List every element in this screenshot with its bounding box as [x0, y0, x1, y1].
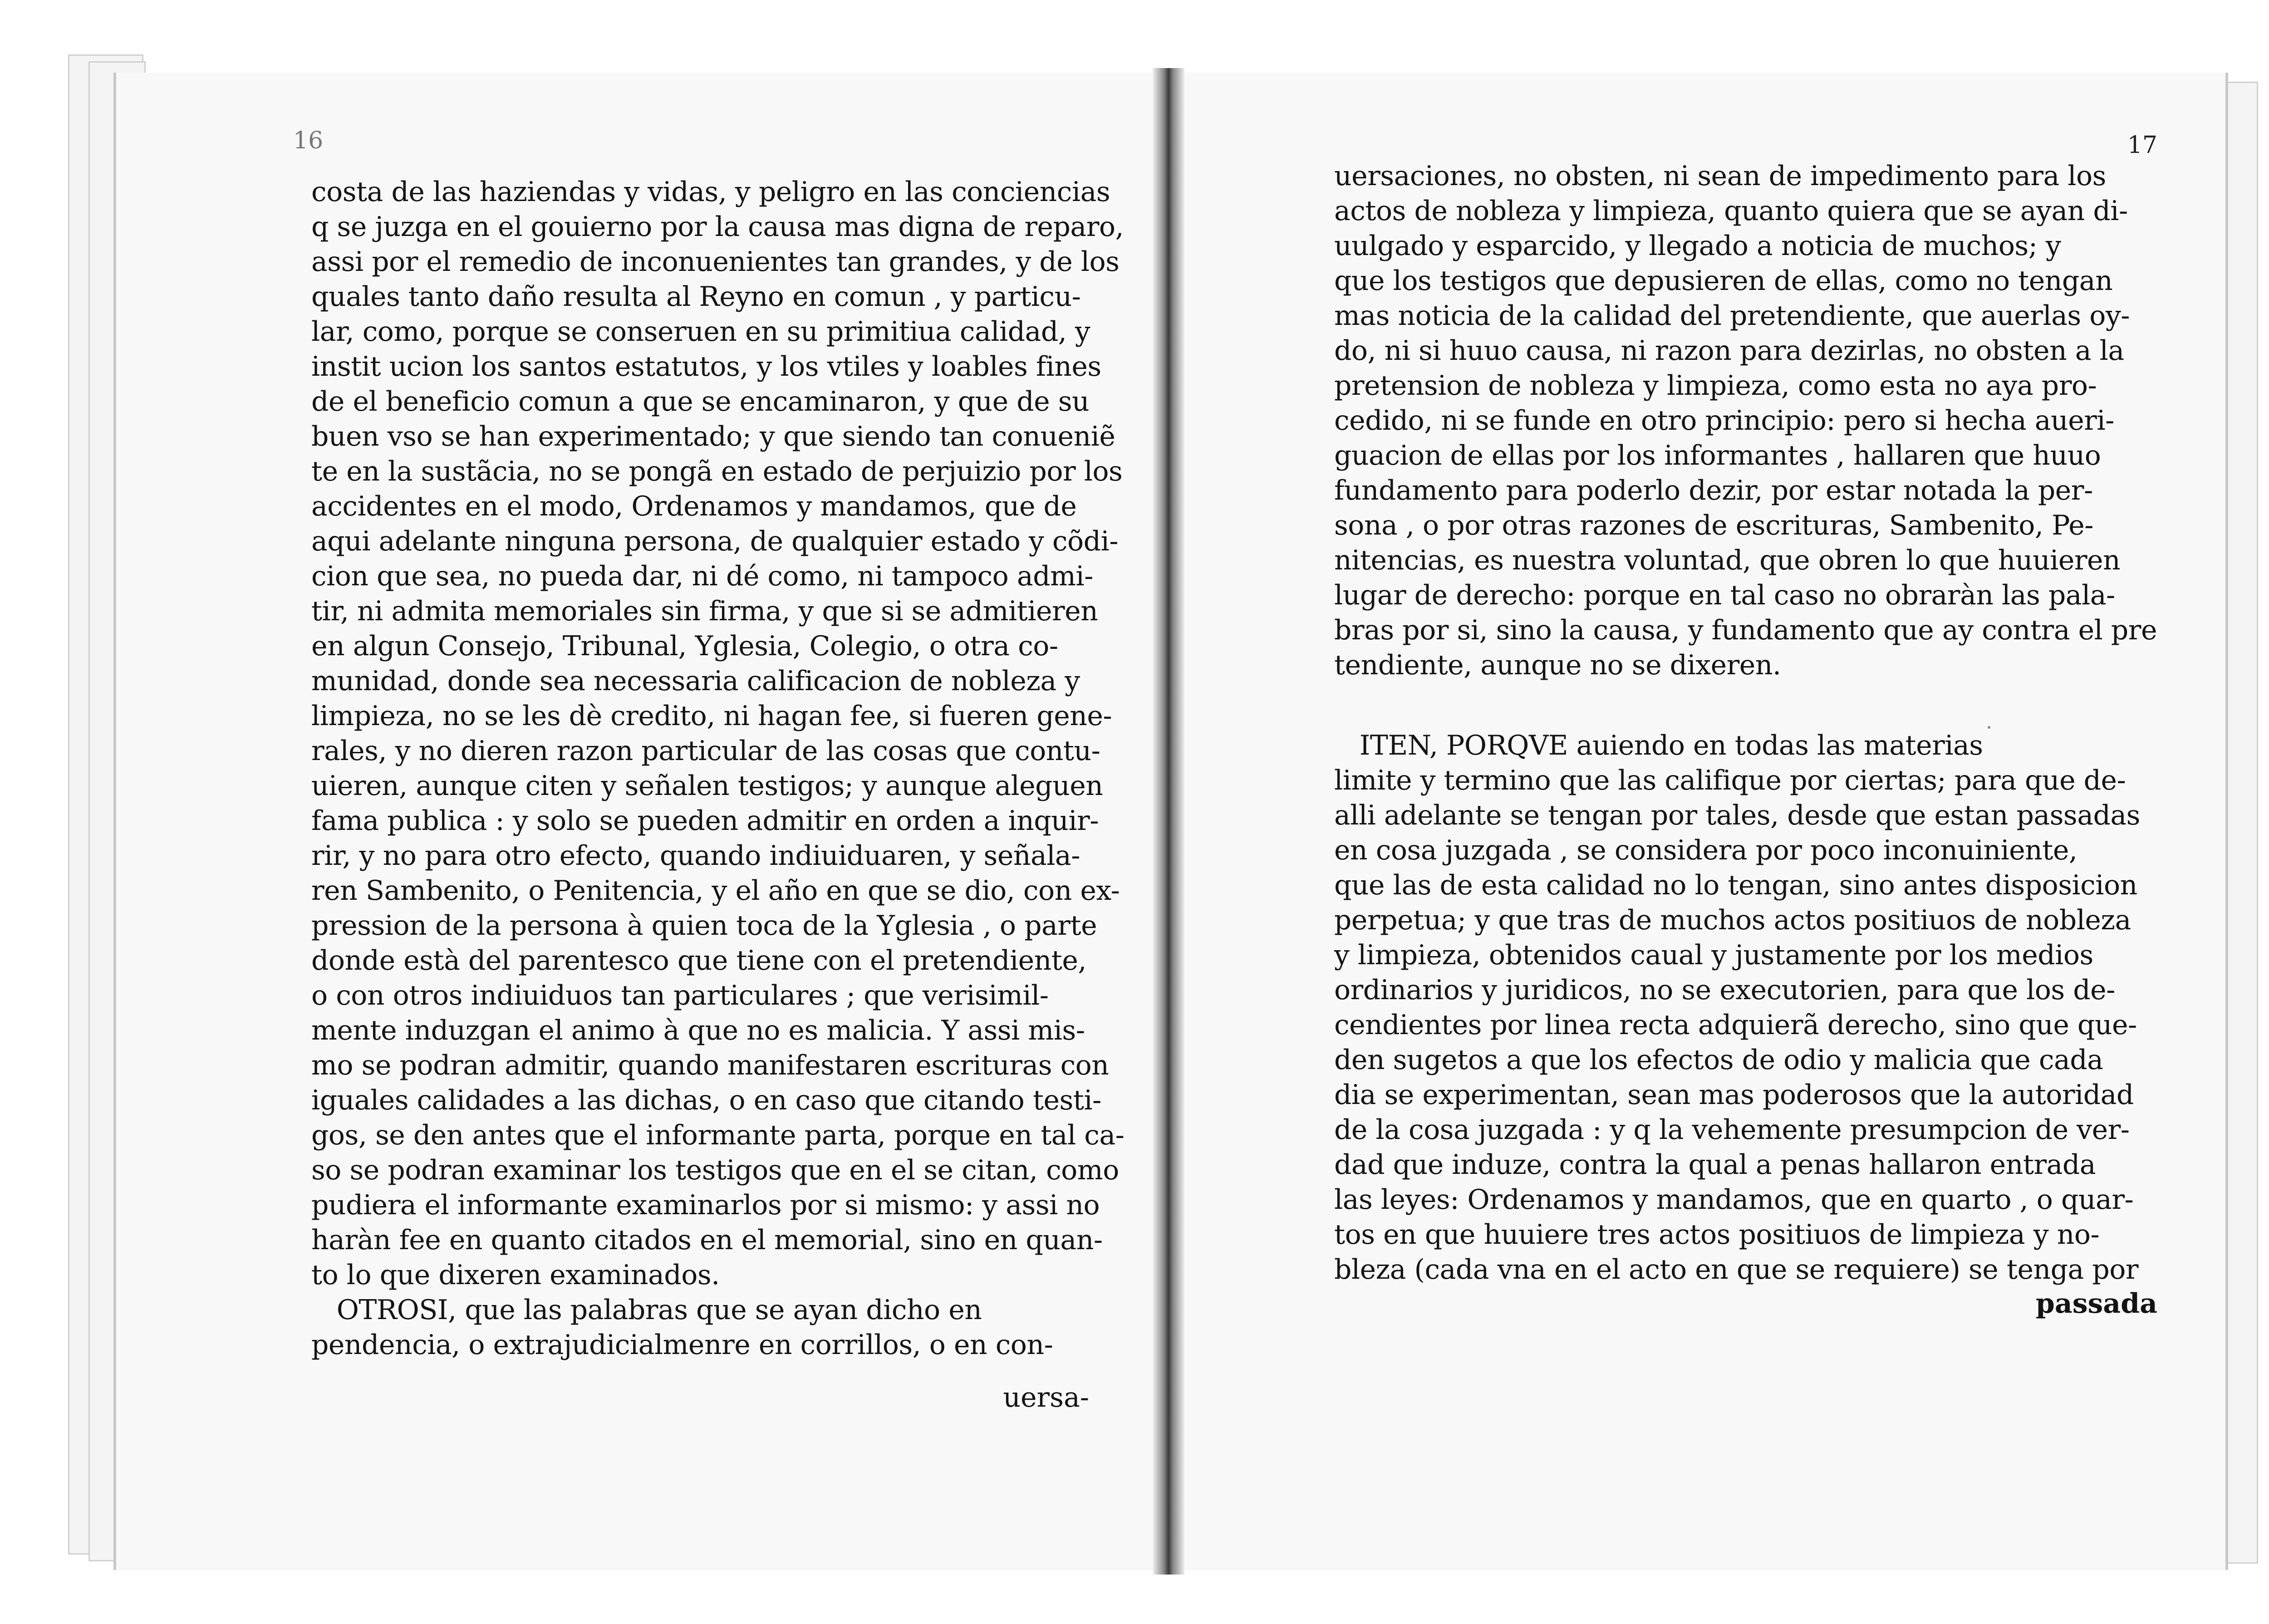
text-line: quales tanto daño resulta al Reyno en comun , y particu- [311, 281, 1081, 313]
text-line: limpieza, no se les dè credito, ni hagan fee, si fueren gene- [311, 700, 1112, 732]
left-folio-number: 16 [293, 127, 324, 154]
text-line: uersaciones, no obsten, ni sean de impedimento para los [1334, 160, 2106, 192]
text-line: guacion de ellas por los informantes , hallaren que huuo [1334, 440, 2101, 471]
text-line: ITEN, PORQVE auiendo en todas las materias [1334, 730, 1983, 761]
text-line: en cosa juzgada , se considera por poco inconuiniente, [1334, 834, 2077, 866]
text-line: tir, ni admita memoriales sin firma, y que si se admitieren [311, 595, 1098, 627]
text-line: buen vso se han experimentado; y que siendo tan conueniẽ [311, 421, 1115, 452]
text-line: donde està del parentesco que tiene con el pretendiente, [311, 945, 1086, 976]
text-line: iguales calidades a las dichas, o en caso que citando testi- [311, 1084, 1101, 1116]
right-catchword: passada [2035, 1288, 2157, 1320]
text-line: rales, y no dieren razon particular de las cosas que contu- [311, 735, 1100, 767]
text-line: o con otros indiuiduos tan particulares ; que verisimil- [311, 980, 1049, 1011]
text-line: mas noticia de la calidad del pretendiente, que auerlas oy- [1334, 300, 2130, 332]
text-line: accidentes en el modo, Ordenamos y mandamos, que de [311, 491, 1077, 522]
text-line: que los testigos que depusieren de ellas, como no tengan [1334, 265, 2113, 297]
text-line: alli adelante se tengan por tales, desde que estan passadas [1334, 800, 2140, 831]
right-page-text-lower [1334, 728, 2140, 1287]
right-page-text-upper [1334, 159, 2157, 683]
text-line: en algun Consejo, Tribunal, Yglesia, Colegio, o otra co- [311, 630, 1058, 662]
text-line: de el beneficio comun a que se encaminaron, y que de su [311, 386, 1090, 417]
left-page-text [311, 175, 1124, 1363]
text-line: pression de la persona à quien toca de la Yglesia , o parte [311, 910, 1097, 942]
left-catchword: uersa- [1003, 1382, 1089, 1413]
left-page [113, 73, 1162, 1570]
text-line: bleza (cada vna en el acto en que se requiere) se tenga por [1334, 1254, 2139, 1285]
text-line: cion que sea, no pueda dar, ni dé como, ni tampoco admi- [311, 560, 1093, 592]
text-line: que las de esta calidad no lo tengan, sino antes disposicion [1334, 869, 2137, 901]
text-line: aqui adelante ninguna persona, de qualquier estado y cõdi- [311, 525, 1119, 557]
text-line: costa de las haziendas y vidas, y peligro en las conciencias [311, 176, 1110, 208]
text-line: q se juzga en el gouierno por la causa mas digna de reparo, [311, 211, 1124, 243]
text-line: limite y termino que las califique por ciertas; para que de- [1334, 765, 2126, 796]
right-folio-number: 17 [2127, 132, 2157, 159]
text-line: mente induzgan el animo à que no es malicia. Y assi mis- [311, 1015, 1085, 1046]
text-line: sona , o por otras razones de escrituras, Sambenito, Pe- [1334, 510, 2094, 541]
text-line: gos, se den antes que el informante parta, porque en tal ca- [311, 1119, 1125, 1151]
text-line: de la cosa juzgada : y q la vehemente presumpcion de ver- [1334, 1114, 2130, 1146]
text-line: pretension de nobleza y limpieza, como esta no aya pro- [1334, 370, 2097, 402]
text-line: den sugetos a que los efectos de odio y malicia que cada [1334, 1044, 2103, 1076]
ink-speck [1988, 726, 1990, 729]
text-line: so se podran examinar los testigos que en el se citan, como [311, 1154, 1119, 1186]
book-gutter [1153, 68, 1184, 1575]
right-page [1175, 73, 2228, 1570]
text-line: pendencia, o extrajudicialmenre en corrillos, o en con- [311, 1329, 1053, 1361]
text-line: mo se podran admitir, quando manifestaren escrituras con [311, 1050, 1109, 1081]
text-line: nitencias, es nuestra voluntad, que obren lo que huuieren [1334, 545, 2121, 576]
text-line: do, ni si huuo causa, ni razon para dezirlas, no obsten a la [1334, 335, 2124, 367]
text-line: cedido, ni se funde en otro principio: pero si hecha aueri- [1334, 405, 2114, 437]
text-line: te en la sustãcia, no se pongã en estado de perjuizio por los [311, 456, 1123, 487]
text-line: dia se experimentan, sean mas poderosos que la autoridad [1334, 1079, 2134, 1111]
text-line: dad que induze, contra la qual a penas hallaron entrada [1334, 1149, 2096, 1181]
text-line: rir, y no para otro efecto, quando indiuiduaren, y señala- [311, 840, 1080, 872]
text-line: haràn fee en quanto citados en el memorial, sino en quan- [311, 1224, 1103, 1256]
text-line: assi por el remedio de inconuenientes tan grandes, y de los [311, 246, 1120, 278]
text-line: to lo que dixeren examinados. [311, 1259, 720, 1291]
text-line: munidad, donde sea necessaria calificacion de nobleza y [311, 665, 1080, 697]
text-line: lar, como, porque se conseruen en su primitiua calidad, y [311, 316, 1090, 348]
text-line: perpetua; y que tras de muchos actos positiuos de nobleza [1334, 904, 2131, 936]
text-line: instit ucion los santos estatutos, y los vtiles y loables fines [311, 351, 1101, 383]
text-line: lugar de derecho: porque en tal caso no obraràn las pala- [1334, 579, 2115, 611]
text-line: actos de nobleza y limpieza, quanto quiera que se ayan di- [1334, 195, 2128, 227]
text-line: OTROSI, que las palabras que se ayan dicho en [311, 1294, 982, 1326]
text-line: ordinarios y juridicos, no se executorien, para que los de- [1334, 974, 2115, 1006]
text-line: fama publica : y solo se pueden admitir en orden a inquir- [311, 805, 1099, 837]
text-line: tos en que huuiere tres actos positiuos de limpieza y no- [1334, 1219, 2100, 1251]
text-line: tendiente, aunque no se dixeren. [1334, 649, 1781, 681]
text-line: uulgado y esparcido, y llegado a noticia de muchos; y [1334, 230, 2061, 262]
text-line: cendientes por linea recta adquierã derecho, sino que que- [1334, 1009, 2137, 1041]
text-line: pudiera el informante examinarlos por si mismo: y assi no [311, 1189, 1100, 1221]
text-line: bras por si, sino la causa, y fundamento que ay contra el pre [1334, 614, 2157, 646]
text-line: fundamento para poderlo dezir, por estar notada la per- [1334, 475, 2093, 506]
text-line: uieren, aunque citen y señalen testigos; y aunque aleguen [311, 770, 1103, 802]
text-line: y limpieza, obtenidos caual y justamente por los medios [1334, 939, 2093, 971]
text-line: ren Sambenito, o Penitencia, y el año en que se dio, con ex- [311, 875, 1120, 907]
text-line: las leyes: Ordenamos y mandamos, que en quarto , o quar- [1334, 1184, 2134, 1216]
